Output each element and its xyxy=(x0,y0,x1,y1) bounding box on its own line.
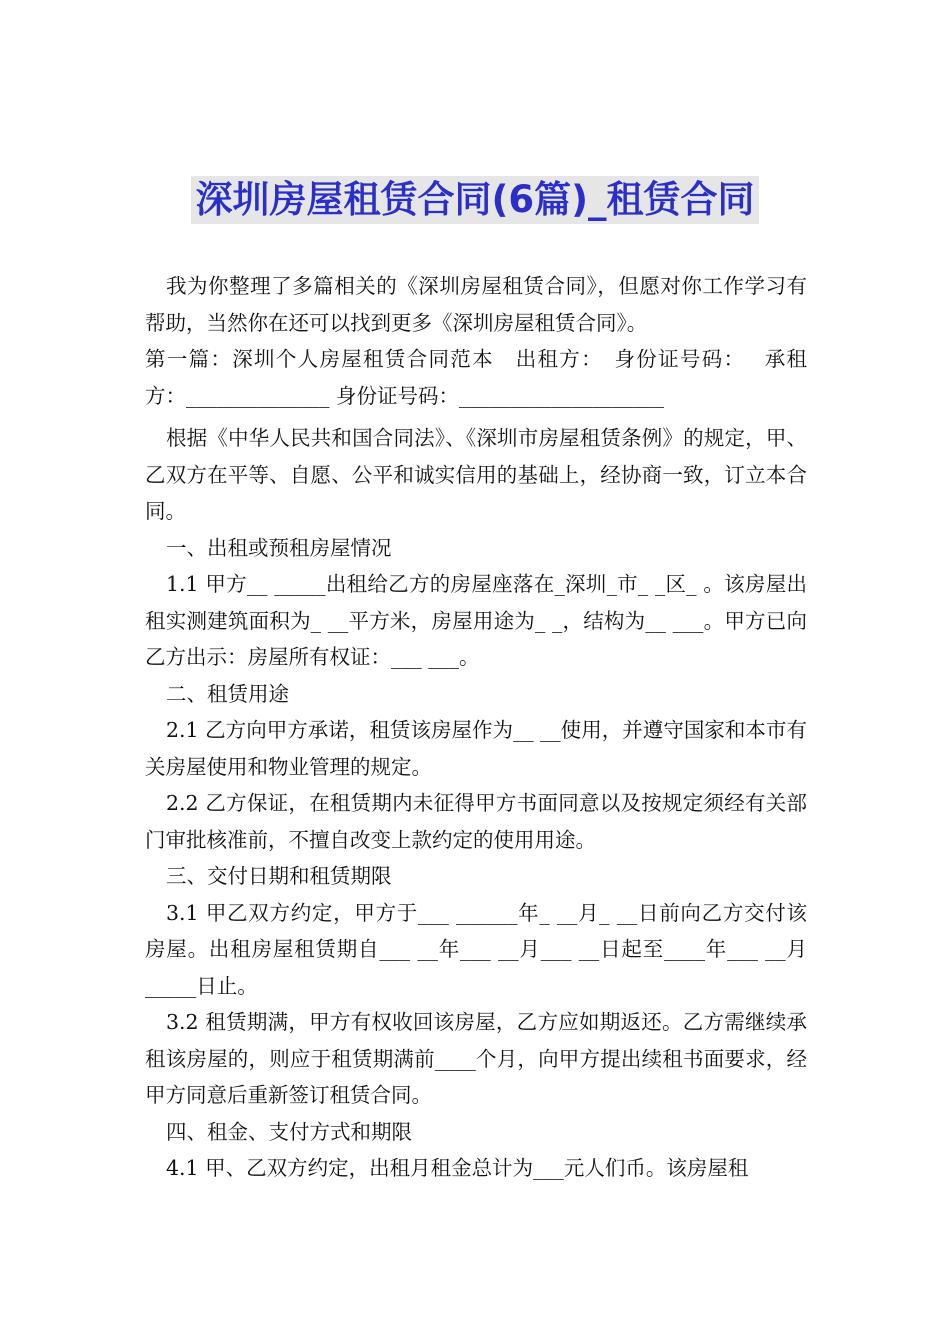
clause-3-1: 3.1 甲乙双方约定，甲方于___ ______年_ __月_ __日前向乙方交付该房屋。出租房屋租赁期自___ __年___ __月___ __日起至____年___ __月_____日止。 xyxy=(145,900,807,998)
clause-3-2: 3.2 租赁期满，甲方有权收回该房屋，乙方应如期返还。乙方需继续承租该房屋的，则应于租赁期满前____个月，向甲方提出续租书面要求，经甲方同意后重新签订租赁合同。 xyxy=(145,1010,807,1107)
paragraph-parties: 第一篇：深圳个人房屋租赁合同范本 出租方： 身份证号码： 承租方：______________ 身份证号码：____________________ xyxy=(145,347,807,408)
clause-2-2: 2.2 乙方保证，在租赁期内未征得甲方书面同意以及按规定须经有关部门审批核准前，不擅自改变上款约定的使用用途。 xyxy=(145,791,807,852)
paragraph-basis: 根据《中华人民共和国合同法》、《深圳市房屋租赁条例》的规定，甲、乙双方在平等、自愿、公平和诚实信用的基础上，经协商一致，订立本合同。 xyxy=(145,426,807,523)
paragraph-intro: 我为你整理了多篇相关的《深圳房屋租赁合同》，但愿对你工作学习有帮助，当然你在还可以找到更多《深圳房屋租赁合同》。 xyxy=(145,274,807,335)
document-body xyxy=(145,268,807,1187)
section-heading-3: 三、交付日期和租赁期限 xyxy=(166,864,392,888)
section-heading-1: 一、出租或预租房屋情况 xyxy=(166,535,392,560)
document-title: 深圳房屋租赁合同(6篇)_租赁合同 xyxy=(191,176,758,224)
title-container xyxy=(0,176,950,224)
clause-1-1: 1.1 甲方__ _____出租给乙方的房屋座落在_深圳_市_ _区_ 。该房屋出租实测建筑面积为_ __平方米，房屋用途为_ _，结构为__ ___。甲方已向乙方出示：房屋所有权证：___ ___。 xyxy=(145,572,807,669)
section-heading-2: 二、租赁用途 xyxy=(166,681,289,706)
clause-4-1: 4.1 甲、乙双方约定，出租月租金总计为___元人们币。该房屋租 xyxy=(166,1156,749,1180)
clause-2-1: 2.1 乙方向甲方承诺，租赁该房屋作为__ __使用，并遵守国家和本市有关房屋使用和物业管理的规定。 xyxy=(145,718,807,779)
section-heading-4: 四、租金、支付方式和期限 xyxy=(166,1119,412,1144)
